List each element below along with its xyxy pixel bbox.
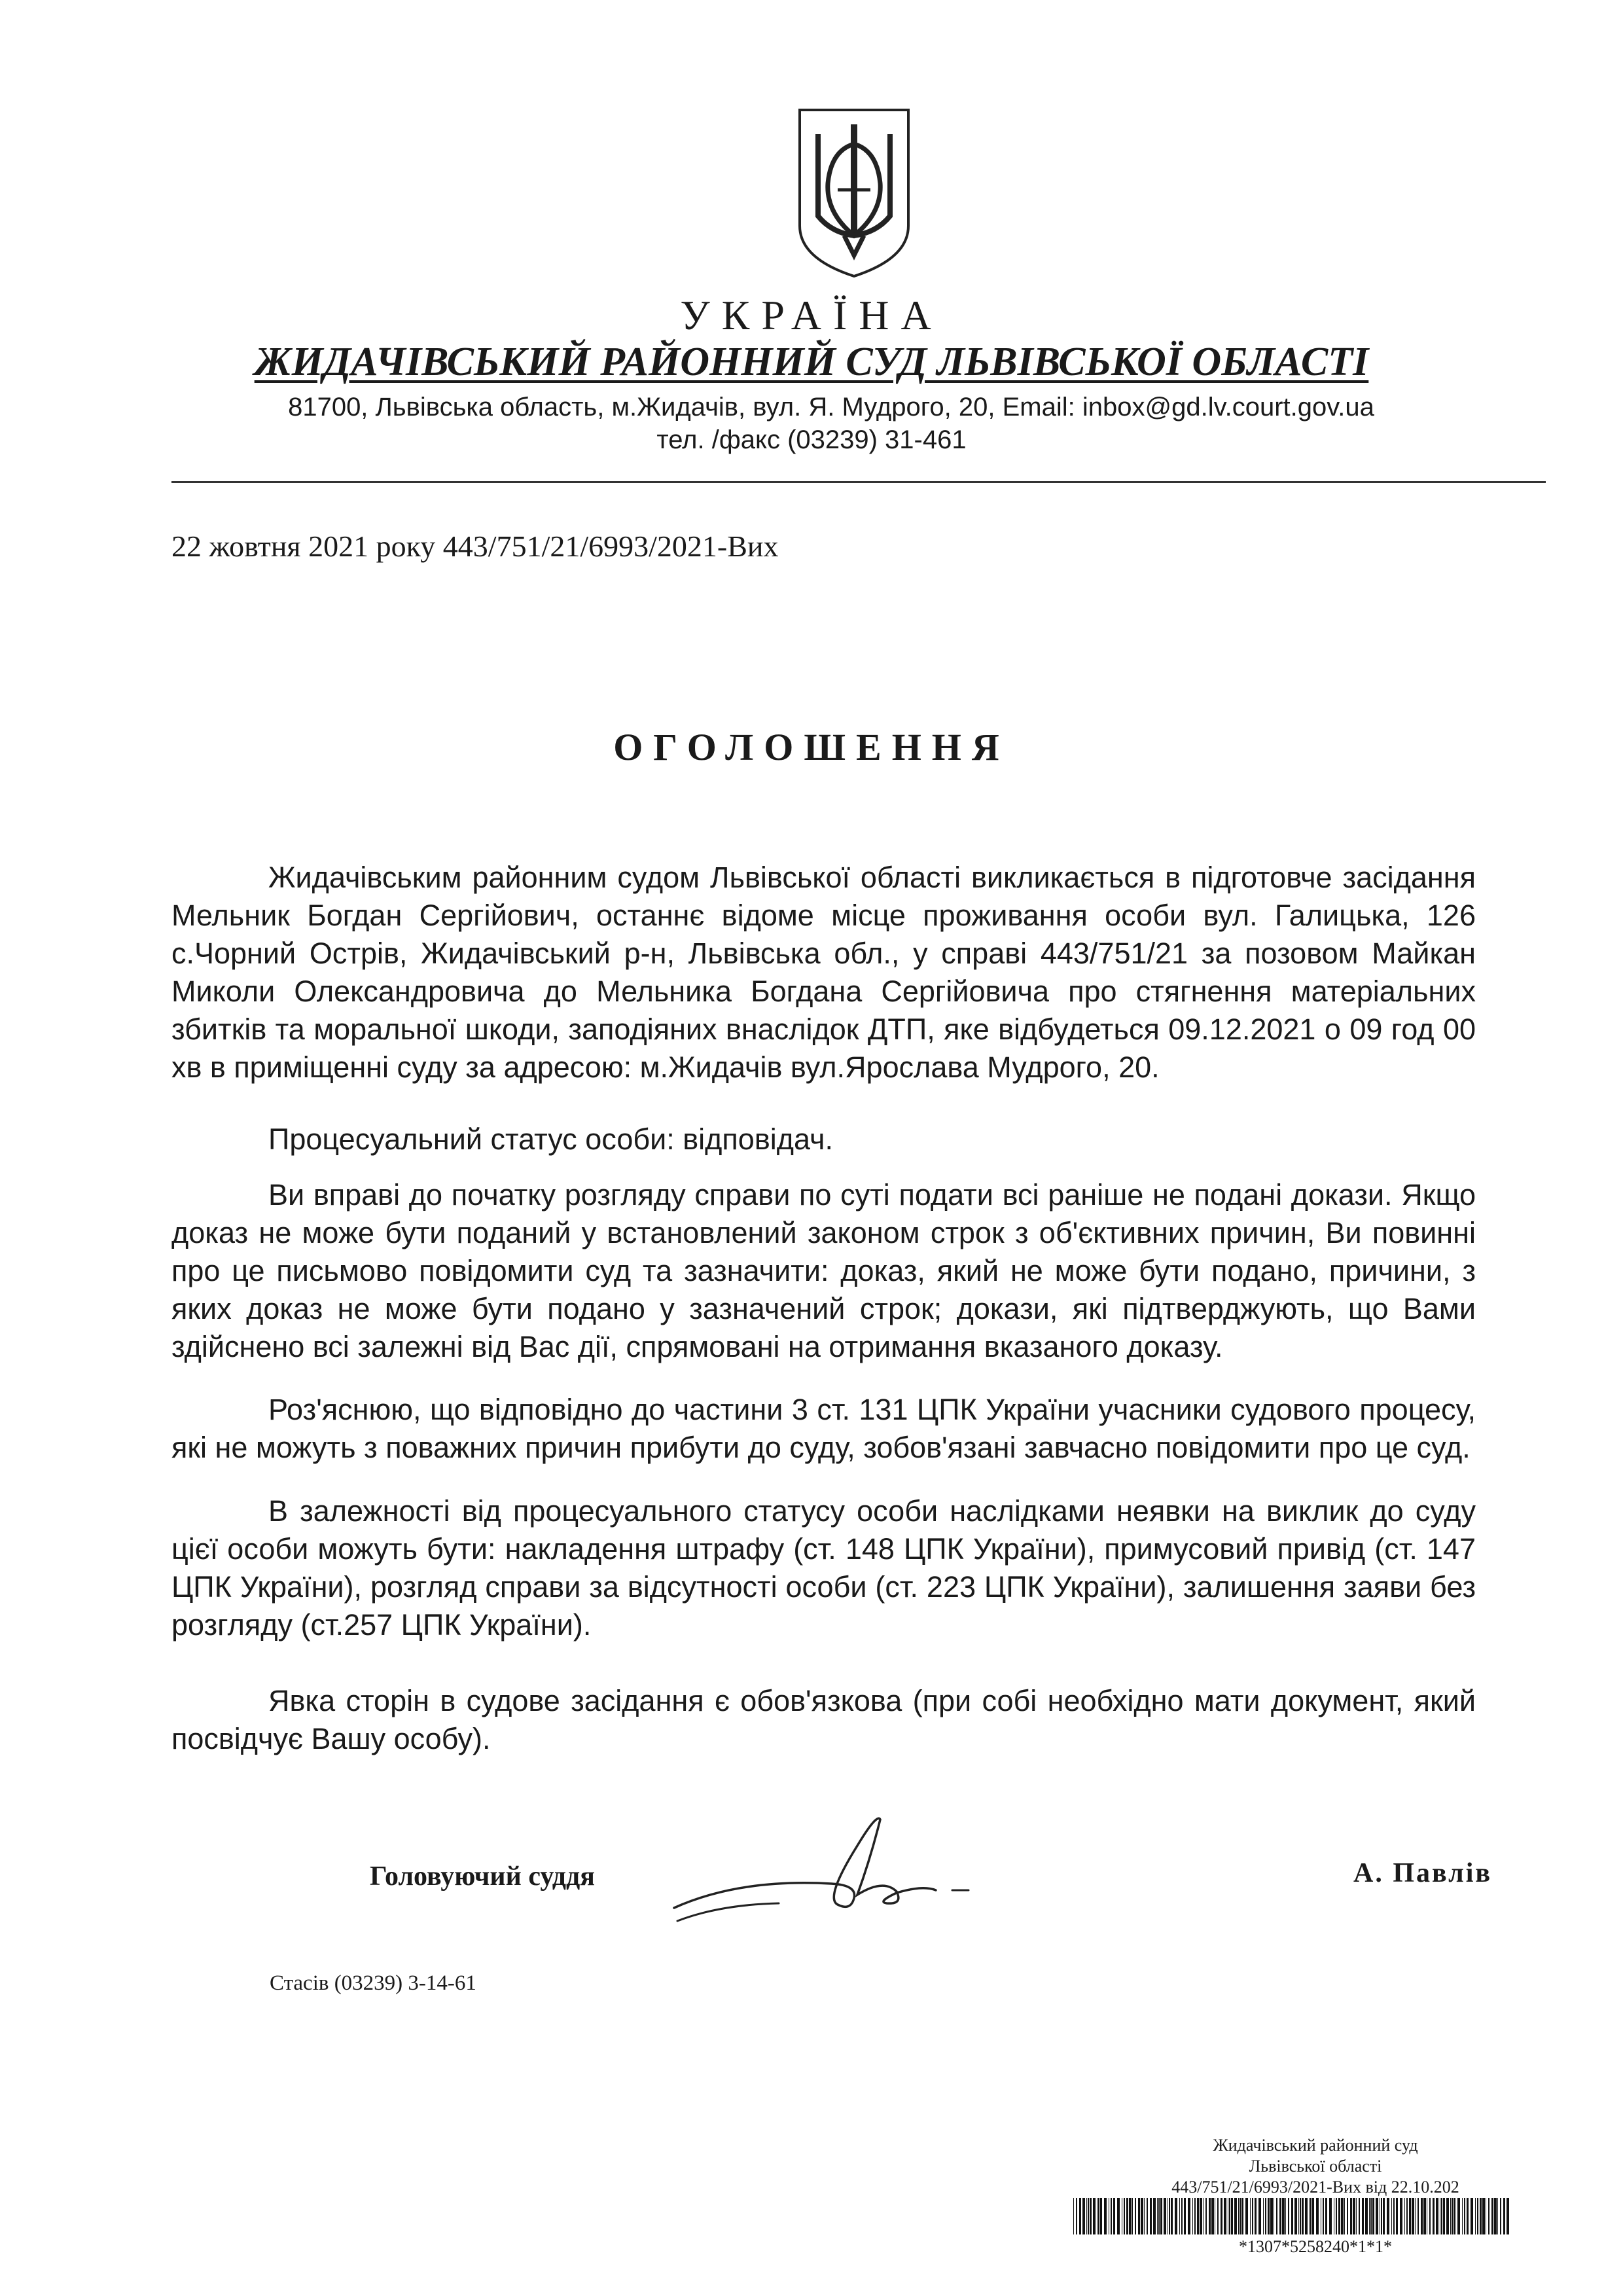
country-heading: УКРАЇНА <box>680 292 943 338</box>
barcode-bar <box>1188 2198 1190 2234</box>
barcode-bar <box>1300 2198 1301 2234</box>
barcode-bar <box>1362 2198 1364 2234</box>
barcode-bar <box>1418 2198 1419 2234</box>
barcode-bar <box>1325 2198 1327 2234</box>
court-name-heading: ЖИДАЧІВСЬКИЙ РАЙОННИЙ СУД ЛЬВІВСЬКОЇ ОБЛАСТІ <box>254 340 1369 384</box>
paragraph-text: В залежності від процесуального статусу особи наслідками неявки на виклик до суду цієї особи можуть бути: накладення штрафу (ст. 148 ЦПК України), примусовий привід (ст. 147 ЦПК України), розгляд справи за відсутності особи (ст. 223 ЦПК України), залишення заяви без розгляду (ст.257 ЦПК України). <box>171 1494 1476 1641</box>
barcode-bar <box>1234 2198 1237 2234</box>
barcode-bar <box>1312 2198 1314 2234</box>
barcode-bar <box>1224 2198 1226 2234</box>
barcode-bar <box>1494 2198 1497 2234</box>
barcode-bar <box>1144 2198 1145 2234</box>
barcode-bar <box>1329 2198 1332 2234</box>
barcode-bar <box>1450 2198 1451 2234</box>
barcode-bar <box>1197 2198 1199 2234</box>
barcode-bar <box>1090 2198 1092 2234</box>
barcode-bar <box>1203 2198 1204 2234</box>
barcode-bar <box>1270 2198 1273 2234</box>
barcode-bar <box>1288 2198 1289 2234</box>
barcode-bar <box>1294 2198 1297 2234</box>
barcode-bar <box>1147 2198 1148 2234</box>
barcode-bar <box>1412 2198 1414 2234</box>
paragraph-text: Ви вправі до початку розгляду справи по суті подати всі раніше не подані докази. Якщо доказ не може бути поданий у встановлений законом строк з об'єктивних причин, Ви повинні про це письмово повідомити суд та зазначити: доказ, який не може бути подано, причини, з яких доказ не може бути подано у зазначений строк; докази, які підтверджують, що Вами здійснено всі залежні від Вас дії, спрямовані на отримання вказаного доказу. <box>171 1178 1476 1363</box>
paragraph-text: Явка сторін в судове засідання є обов'язкова (при собі необхідно мати документ, який посвідчує Вашу особу). <box>171 1684 1476 1755</box>
barcode-bar <box>1138 2198 1140 2234</box>
barcode-bar <box>1157 2198 1158 2234</box>
barcode-bar <box>1365 2198 1368 2234</box>
barcode-bar <box>1079 2198 1081 2234</box>
barcode-bar <box>1209 2198 1211 2234</box>
barcode-bar <box>1462 2198 1463 2234</box>
barcode-bar <box>1471 2198 1473 2234</box>
barcode-bar <box>1082 2198 1085 2234</box>
barcode-bar <box>1477 2198 1478 2234</box>
barcode-bar <box>1158 2198 1160 2234</box>
barcode-bar <box>1117 2198 1120 2234</box>
barcode-bar <box>1305 2198 1308 2234</box>
barcode-bar <box>1376 2198 1378 2234</box>
barcode-bar <box>1100 2198 1102 2234</box>
barcode-bar <box>1369 2198 1370 2234</box>
barcode-bar <box>1150 2198 1152 2234</box>
document-dateline: 22 жовтня 2021 року 443/751/21/6993/2021-Вих <box>171 529 779 563</box>
document-title: ОГОЛОШЕННЯ <box>613 726 1010 768</box>
barcode-bar <box>1491 2198 1493 2234</box>
barcode-bar <box>1291 2198 1293 2234</box>
barcode-bar <box>1088 2198 1089 2234</box>
barcode-bar <box>1488 2198 1489 2234</box>
barcode-bar <box>1309 2198 1310 2234</box>
barcode-bar <box>1383 2198 1385 2234</box>
barcode-bar <box>1268 2198 1270 2234</box>
barcode-bar <box>1076 2198 1077 2234</box>
court-phone: тел. /факс (03239) 31-461 <box>656 425 967 454</box>
barcode-bar <box>1255 2198 1257 2234</box>
barcode-bar <box>1370 2198 1372 2234</box>
registration-stamp-number: 443/751/21/6993/2021-Вих від 22.10.202 <box>1171 2178 1459 2197</box>
barcode-bar <box>1433 2198 1435 2234</box>
body-paragraph <box>171 1121 1476 1158</box>
barcode-bar <box>1404 2198 1405 2234</box>
barcode-bar <box>1507 2198 1509 2234</box>
barcode-bar <box>1086 2198 1087 2234</box>
barcode-bar <box>1298 2198 1299 2234</box>
barcode-bar <box>1316 2198 1319 2234</box>
barcode-bar <box>1356 2198 1357 2234</box>
barcode-bar <box>1245 2198 1248 2234</box>
barcode-bar <box>1171 2198 1173 2234</box>
barcode-bar <box>1279 2198 1281 2234</box>
barcode-bar <box>1338 2198 1340 2234</box>
barcode-bar <box>1135 2198 1136 2234</box>
barcode-bar <box>1194 2198 1196 2234</box>
barcode-bar <box>1126 2198 1128 2234</box>
barcode-bar <box>1141 2198 1143 2234</box>
paragraph-text: Процесуальний статус особи: відповідач. <box>268 1122 833 1156</box>
body-paragraph <box>171 859 1476 1086</box>
barcode-bar <box>1169 2198 1170 2234</box>
barcode-bar <box>1400 2198 1402 2234</box>
judge-title: Головуючий суддя <box>370 1861 595 1892</box>
barcode-bar <box>1104 2198 1107 2234</box>
barcode-bar <box>1098 2198 1099 2234</box>
barcode-bar <box>1336 2198 1337 2234</box>
barcode-bar <box>1160 2198 1162 2234</box>
barcode-bar <box>1250 2198 1251 2234</box>
barcode-bar <box>1423 2198 1426 2234</box>
coat-of-arms-icon <box>792 105 916 281</box>
barcode-bar <box>1475 2198 1476 2234</box>
barcode-bar <box>1175 2198 1177 2234</box>
barcode-bar <box>1454 2198 1455 2234</box>
barcode-bar <box>1302 2198 1304 2234</box>
barcode-bar <box>1310 2198 1311 2234</box>
barcode-bar <box>1452 2198 1453 2234</box>
barcode-bar <box>1441 2198 1442 2234</box>
barcode-bar <box>1205 2198 1207 2234</box>
barcode-bar <box>1241 2198 1243 2234</box>
paragraph-text: Роз'яснюю, що відповідно до частини 3 ст. 131 ЦПК України учасники судового процесу, які не можуть з поважних причин прибути до суду, зобов'язані завчасно повідомити про це суд. <box>171 1393 1476 1464</box>
barcode-bar <box>1446 2198 1449 2234</box>
barcode-bar <box>1124 2198 1125 2234</box>
barcode-bar <box>1406 2198 1408 2234</box>
barcode-bar <box>1323 2198 1324 2234</box>
barcode-bar <box>1093 2198 1096 2234</box>
barcode-bar <box>1179 2198 1180 2234</box>
barcode-bar <box>1231 2198 1233 2234</box>
barcode <box>1073 2198 1512 2234</box>
registration-stamp-region: Львівської області <box>1249 2157 1382 2176</box>
barcode-bar <box>1436 2198 1438 2234</box>
barcode-bar <box>1396 2198 1398 2234</box>
barcode-bar <box>1132 2198 1133 2234</box>
barcode-bar <box>1393 2198 1395 2234</box>
barcode-bar <box>1497 2198 1498 2234</box>
barcode-bar <box>1240 2198 1241 2234</box>
barcode-bar <box>1353 2198 1355 2234</box>
barcode-bar <box>1258 2198 1261 2234</box>
barcode-bar <box>1164 2198 1166 2234</box>
barcode-bar <box>1229 2198 1230 2234</box>
barcode-bar <box>1073 2198 1074 2234</box>
barcode-bar <box>1372 2198 1374 2234</box>
barcode-bar <box>1381 2198 1382 2234</box>
barcode-bar <box>1211 2198 1214 2234</box>
barcode-bar <box>1344 2198 1345 2234</box>
barcode-bar <box>1282 2198 1285 2234</box>
barcode-bar <box>1350 2198 1352 2234</box>
barcode-bar <box>1391 2198 1392 2234</box>
barcode-bar <box>1429 2198 1431 2234</box>
body-paragraph <box>171 1391 1476 1467</box>
judge-name: А. Павлів <box>1353 1858 1493 1888</box>
registration-stamp-court: Жидачівський районний суд <box>1213 2136 1418 2155</box>
executor-contact: Стасів (03239) 3-14-61 <box>270 1971 476 1995</box>
header-divider <box>171 481 1546 483</box>
barcode-bar <box>1285 2198 1286 2234</box>
barcode-bar <box>1482 2198 1485 2234</box>
barcode-bar <box>1457 2198 1460 2234</box>
barcode-bar <box>1464 2198 1465 2234</box>
barcode-bar <box>1129 2198 1132 2234</box>
paragraph-text: Жидачівським районним судом Львівської області викликається в підготовче засідання Мельник Богдан Сергійович, останнє відоме місце проживання особи вул. Галицька, 126 с.Чорний Острів, Жидачівський р-н, Львівська обл., у справі 443/751/21 за позовом Майкан Миколи Олександровича до Мельника Богдана Сергійовича про стягнення матеріальних збитків та моральної шкоди, заподіяних внаслідок ДТП, яке відбудеться 09.12.2021 о 09 год 00 хв в приміщенні суду за адресою: м.Жидачів вул.Ярослава Мудрого, 20. <box>171 861 1476 1084</box>
barcode-bar <box>1387 2198 1389 2234</box>
barcode-bar <box>1480 2198 1482 2234</box>
barcode-bar <box>1200 2198 1202 2234</box>
barcode-bar <box>1192 2198 1193 2234</box>
barcode-bar <box>1252 2198 1253 2234</box>
barcode-bar <box>1421 2198 1423 2234</box>
barcode-bar <box>1238 2198 1239 2234</box>
barcode-bar <box>1347 2198 1348 2234</box>
barcode-bar <box>1409 2198 1411 2234</box>
barcode-bar <box>1415 2198 1416 2234</box>
court-address: 81700, Львівська область, м.Жидачів, вул. Я. Мудрого, 20, Email: inbox@gd.lv.court.gov.ua <box>288 393 1374 422</box>
handwritten-signature <box>661 1806 1001 1957</box>
body-paragraph <box>171 1492 1476 1644</box>
barcode-bar <box>1263 2198 1264 2234</box>
barcode-bar <box>1276 2198 1277 2234</box>
body-paragraph <box>171 1176 1476 1366</box>
barcode-bar <box>1359 2198 1360 2234</box>
barcode-bar <box>1153 2198 1156 2234</box>
barcode-bar <box>1341 2198 1344 2234</box>
barcode-bar <box>1221 2198 1222 2234</box>
barcode-bar <box>1467 2198 1469 2234</box>
barcode-bar <box>1265 2198 1266 2234</box>
barcode-bar <box>1503 2198 1505 2234</box>
body-paragraph <box>171 1682 1476 1758</box>
barcode-bar <box>1443 2198 1445 2234</box>
barcode-number: *1307*5258240*1*1* <box>1239 2237 1392 2256</box>
barcode-bar <box>1500 2198 1501 2234</box>
barcode-bar <box>1113 2198 1115 2234</box>
barcode-bar <box>1111 2198 1112 2234</box>
barcode-bar <box>1184 2198 1186 2234</box>
barcode-bar <box>1217 2198 1219 2234</box>
barcode-bar <box>1181 2198 1183 2234</box>
